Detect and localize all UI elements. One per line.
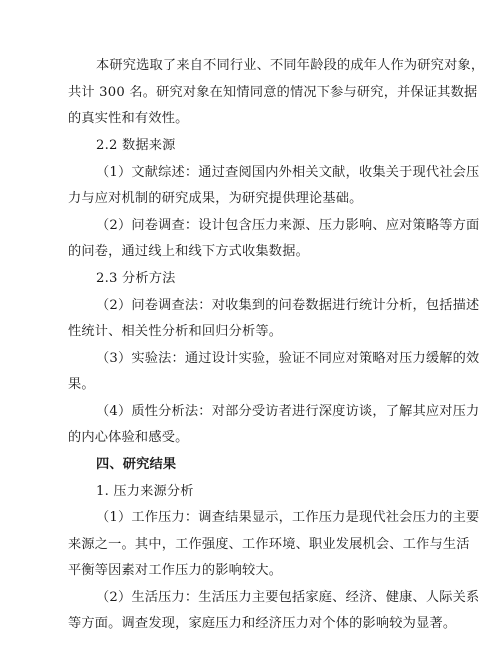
section-heading: 2.2 数据来源 [96, 138, 176, 153]
body-text-line: 共计 300 名。研究对象在知情同意的情况下参与研究，并保证其数据 [68, 85, 478, 100]
body-text-line: 来源之一。其中，工作强度、工作环境、职业发展机会、工作与生活 [68, 537, 470, 552]
body-text-line: 等方面。调查发现，家庭压力和经济压力对个体的影响较为显著。 [68, 616, 457, 631]
body-text-line: （2）生活压力：生活压力主要包括家庭、经济、健康、人际关系 [96, 590, 480, 605]
chapter-heading: 四、研究结果 [96, 457, 177, 472]
body-text-line: （4）质性分析法：对部分受访者进行深度访谈，了解其应对压力 [96, 404, 480, 419]
body-text-line: 本研究选取了来自不同行业、不同年龄段的成年人作为研究对象， [96, 58, 485, 73]
body-text-line: 的问卷，通过线上和线下方式收集数据。 [68, 244, 309, 259]
body-text-line: 的内心体验和感受。 [68, 430, 189, 445]
body-text-line: （2）问卷调查法：对收集到的问卷数据进行统计分析，包括描述 [96, 298, 480, 313]
section-heading: 2.3 分析方法 [96, 271, 176, 286]
body-text-line: 力与应对机制的研究成果，为研究提供理论基础。 [68, 191, 363, 206]
body-text-line: 的真实性和有效性。 [68, 111, 189, 126]
body-text-line: 平衡等因素对工作压力的影响较大。 [68, 563, 283, 578]
section-heading: 1. 压力来源分析 [96, 484, 194, 499]
body-text-line: （2）问卷调查：设计包含压力来源、压力影响、应对策略等方面 [96, 218, 480, 233]
body-text-line: （3）实验法：通过设计实验，验证不同应对策略对压力缓解的效 [96, 351, 480, 366]
body-text-line: （1）文献综述：通过查阅国内外相关文献，收集关于现代社会压 [96, 165, 480, 180]
body-text-line: 性统计、相关性分析和回归分析等。 [68, 324, 283, 339]
body-text-line: （1）工作压力：调查结果显示，工作压力是现代社会压力的主要 [96, 510, 480, 525]
body-text-line: 果。 [68, 377, 95, 392]
